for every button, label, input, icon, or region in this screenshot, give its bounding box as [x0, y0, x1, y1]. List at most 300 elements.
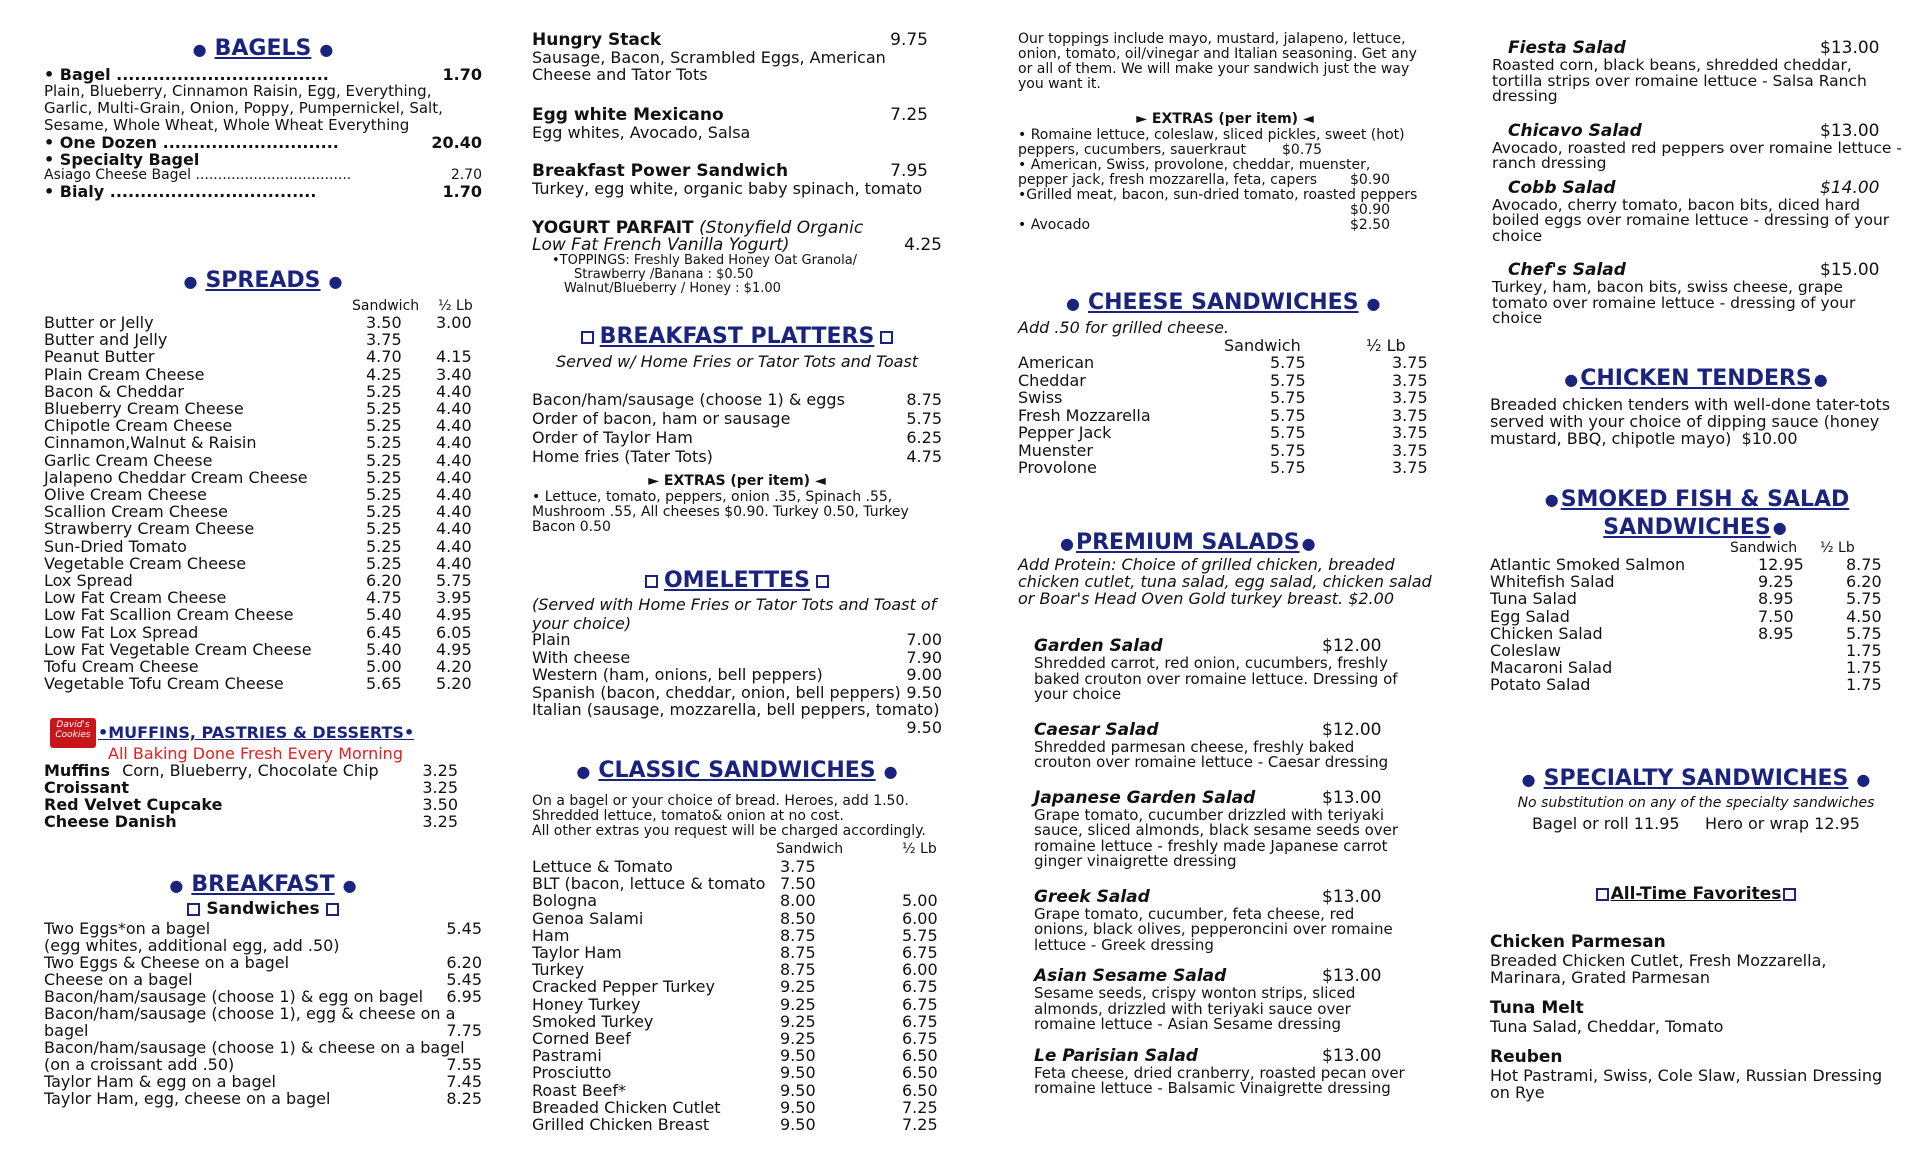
salad-price: $13.00	[1322, 886, 1382, 907]
item-name: Western (ham, onions, bell peppers)	[532, 665, 823, 684]
salad-item	[1034, 966, 1412, 1033]
menu-row	[44, 1039, 482, 1056]
item-price-half-lb	[436, 331, 482, 348]
item-name: • Specialty Bagel	[44, 150, 200, 169]
note-line: On a bagel or your choice of bread. Heroes, add 1.50.	[532, 793, 909, 809]
item-name: • One Dozen .............................	[44, 133, 339, 152]
bullet-icon: ●	[1813, 369, 1828, 389]
item-price: 5.45	[446, 919, 482, 938]
item-name: Low Fat Lox Spread	[44, 622, 199, 642]
menu-row	[44, 1022, 482, 1039]
table-row	[532, 1013, 942, 1030]
item-price-sandwich: 9.25	[780, 977, 816, 997]
item-price: 5.75	[906, 409, 942, 428]
item-name: Chicken Parmesan	[1490, 932, 1666, 952]
yogurt-parfait	[532, 220, 942, 296]
item-price-sandwich: 3.50	[366, 313, 402, 332]
spreads-title: SPREADS	[205, 268, 321, 293]
salad-desc: Avocado, cherry tomato, bacon bits, diced hard boiled eggs over romaine lettuce - dressing of your choice	[1492, 195, 1890, 245]
platters-heading	[532, 324, 942, 349]
item-price-half-lb: 6.50	[902, 1080, 938, 1100]
item-name: (egg whites, additional egg, add .50)	[44, 936, 340, 955]
item-name: Bacon/ham/sausage (choose 1) & eggs	[532, 390, 845, 409]
item-price-sandwich: 9.25	[780, 1011, 816, 1031]
item-name: Low Fat Cream Cheese	[44, 588, 227, 608]
item-price-sandwich: 9.50	[780, 1063, 816, 1083]
table-row	[1490, 573, 1902, 590]
item-name: • Bialy ..................................	[44, 182, 317, 201]
item-price-sandwich: 5.25	[366, 399, 402, 419]
item-price-half-lb: 1.75	[1846, 675, 1882, 695]
bagels-section	[44, 66, 482, 200]
hero-wrap-price: Hero or wrap 12.95	[1705, 814, 1860, 833]
item-price-half-lb: 8.75	[1846, 555, 1882, 574]
spreads-heading	[44, 268, 482, 293]
col-half-lb: ½ Lb	[1820, 540, 1855, 556]
smoked-title-2: SANDWICHES	[1603, 515, 1771, 540]
item-name: Bacon/ham/sausage (choose 1) & egg on bagel	[44, 987, 424, 1006]
square-icon	[326, 903, 339, 916]
square-icon	[816, 575, 829, 588]
item-price-sandwich: 5.65	[366, 674, 402, 694]
item-price: 7.90	[906, 647, 942, 667]
bullet-icon: ●	[192, 39, 207, 59]
item-price-half-lb: 6.75	[902, 994, 938, 1014]
item-price-sandwich: 9.50	[780, 1046, 816, 1066]
salad-name: Chef's Salad	[1508, 260, 1626, 280]
item-price-sandwich: 5.75	[1270, 423, 1306, 442]
item-name: Plain	[532, 630, 571, 649]
item-price	[465, 1039, 482, 1056]
table-row	[44, 331, 482, 348]
item-price-half-lb: 1.75	[1846, 641, 1882, 661]
table-row	[1018, 424, 1432, 442]
item-name: Scallion Cream Cheese	[44, 502, 229, 522]
item-price-half-lb: 6.75	[902, 943, 938, 963]
item-price-half-lb: 3.75	[1392, 440, 1428, 460]
square-icon	[1596, 888, 1609, 901]
item-name: • Bagel ...................................	[44, 65, 329, 84]
item-price-sandwich: 8.75	[780, 960, 816, 980]
extras-title: ► EXTRAS (per item) ◄	[648, 473, 826, 489]
table-row	[1490, 625, 1902, 642]
salad-heading	[1034, 720, 1412, 740]
item-price: 20.40	[431, 133, 482, 152]
item-price-sandwich: 5.40	[366, 605, 402, 625]
item-name: Genoa Salami	[532, 908, 644, 928]
item-price-half-lb: 4.40	[436, 433, 472, 453]
col-sandwich: Sandwich	[776, 841, 844, 857]
premium-note-price: $2.00	[1348, 589, 1394, 608]
item-price-half-lb	[902, 858, 942, 875]
square-icon	[187, 903, 200, 916]
salad-item	[1034, 1046, 1412, 1097]
item-price-half-lb: 3.95	[436, 588, 472, 608]
item-price: 7.25	[890, 105, 928, 125]
item-price-sandwich: 3.75	[366, 330, 402, 350]
item-name: Garlic Cream Cheese	[44, 450, 213, 470]
extras-line: pepper jack, fresh mozzarella, feta, capers	[1018, 172, 1318, 188]
item-name: Honey Turkey	[532, 994, 641, 1014]
omelettes-subtitle: (Served with Home Fries or Tator Tots and Toast of your choice)	[532, 595, 937, 633]
item-price-half-lb: 6.50	[902, 1063, 938, 1083]
salad-desc: Roasted corn, black beans, shredded cheddar, tortilla strips over romaine lettuce - Salsa Ranch dressing	[1492, 56, 1867, 105]
item-name: Bacon/ham/sausage (choose 1), egg & cheese on a	[44, 1004, 456, 1023]
menu-row	[532, 32, 942, 49]
item-price-half-lb: 5.20	[436, 674, 472, 694]
item-name: Breaded Chicken Cutlet	[532, 1097, 721, 1117]
item-price-sandwich: 8.50	[780, 908, 816, 928]
table-row	[532, 875, 942, 892]
breakfast-subtitle	[44, 899, 482, 919]
toppings-line: Walnut/Blueberry / Honey : $1.00	[564, 281, 781, 296]
menu-row	[532, 719, 942, 737]
item-name: Muffins	[44, 761, 111, 780]
bullet-icon: ●	[1366, 293, 1381, 313]
cheese-title: CHEESE SANDWICHES	[1087, 290, 1359, 315]
logo-text: David's Cookies	[55, 720, 91, 740]
item-desc: Sausage, Bacon, Scrambled Eggs, American Cheese and Tator Tots	[532, 48, 886, 84]
spreads-col-header	[44, 298, 482, 314]
specialty-heading	[1490, 766, 1902, 791]
item-name-wrap	[44, 796, 388, 813]
menu-row	[532, 163, 942, 180]
item-name: Macaroni Salad	[1490, 658, 1613, 678]
menu-row	[44, 1073, 482, 1090]
salad-price: $14.00	[1820, 177, 1880, 198]
item-desc: Tuna Salad, Cheddar, Tomato	[1490, 1017, 1724, 1036]
menu-row	[532, 701, 942, 719]
salad-heading	[1034, 1046, 1412, 1066]
bullet-icon: ●	[1564, 369, 1579, 389]
item-name: Taylor Ham & egg on a bagel	[44, 1072, 276, 1091]
classic-notes	[532, 794, 942, 839]
table-row	[1490, 608, 1902, 625]
item-name: American	[1018, 353, 1095, 372]
bagel-flavors: Plain, Blueberry, Cinnamon Raisin, Egg, Everything, Garlic, Multi-Grain, Onion, Poppy, Pumpernickel, Salt, Sesame, Whole Wheat, Whole Wheat Everything	[44, 82, 443, 134]
item-price: 7.55	[446, 1055, 482, 1074]
item-name: Potato Salad	[1490, 675, 1591, 695]
menu-row	[44, 796, 482, 813]
item-name: Two Eggs*on a bagel	[44, 919, 211, 938]
item-name: Egg white Mexicano	[532, 105, 724, 125]
menu-row	[532, 409, 942, 428]
specialty-note: No substitution on any of the specialty sandwiches	[1517, 795, 1875, 811]
item-price-sandwich: 9.25	[780, 1029, 816, 1049]
table-row	[532, 910, 942, 927]
menu-row	[532, 428, 942, 447]
breakfast-specials	[532, 32, 942, 219]
menu-row	[532, 631, 942, 649]
salad-price: $13.00	[1322, 787, 1382, 808]
salad-name: Greek Salad	[1034, 886, 1150, 907]
item-price: 6.25	[906, 428, 942, 447]
premium-note	[1018, 556, 1432, 607]
square-icon	[581, 331, 594, 344]
tenders-title: CHICKEN TENDERS	[1580, 366, 1812, 391]
item-price: 9.50	[906, 682, 942, 702]
platters-title: BREAKFAST PLATTERS	[599, 324, 875, 349]
item-name: Pastrami	[532, 1046, 602, 1066]
item-name: Order of Taylor Ham	[532, 428, 693, 447]
item-name: Bologna	[532, 891, 598, 911]
item-price-half-lb: 4.40	[436, 381, 472, 401]
item-name: Red Velvet Cupcake	[44, 795, 223, 814]
tenders-desc	[1490, 396, 1902, 447]
item-price-half-lb: 4.40	[436, 536, 472, 556]
item-name: Chicken Salad	[1490, 623, 1603, 643]
item-name: Blueberry Cream Cheese	[44, 399, 244, 419]
item-price-half-lb: 1.75	[1846, 658, 1882, 678]
item-price	[412, 937, 482, 954]
table-row	[44, 452, 482, 469]
item-name: Spanish (bacon, cheddar, onion, bell peppers)	[532, 682, 901, 702]
item-price-sandwich: 5.25	[366, 467, 402, 487]
item-price: 9.00	[906, 665, 942, 684]
table-row	[532, 1030, 942, 1047]
item-price-sandwich: 6.20	[366, 571, 402, 591]
menu-row	[532, 107, 942, 124]
item-price-half-lb: 3.40	[436, 364, 472, 384]
bagels-title: BAGELS	[214, 36, 312, 61]
bullet-icon: ●	[1066, 293, 1080, 313]
item-name: Hungry Stack	[532, 30, 662, 50]
table-row	[532, 892, 942, 909]
omelettes-heading	[532, 568, 942, 593]
item-price-sandwich: 5.75	[1270, 353, 1306, 372]
item-name: Italian (sausage, mozzarella, bell peppers, tomato)	[532, 700, 940, 719]
bullet-icon: ●	[1544, 490, 1559, 509]
menu-row	[1018, 218, 1432, 233]
item-name: Whitefish Salad	[1490, 572, 1615, 592]
item-price-half-lb: 3.75	[1392, 388, 1428, 407]
salad-item	[1492, 120, 1902, 172]
table-row	[1018, 372, 1432, 390]
item-price-sandwich: 12.95	[1758, 555, 1804, 574]
item-price-sandwich: 9.50	[780, 1080, 816, 1100]
table-row	[44, 675, 482, 692]
item-name: Olive Cream Cheese	[44, 485, 207, 505]
table-row	[1490, 642, 1902, 659]
item-name: bagel	[44, 1021, 89, 1040]
item-price-sandwich: 5.25	[366, 519, 402, 539]
platters-subtitle: Served w/ Home Fries or Tator Tots and Toast	[555, 352, 919, 371]
item-name: YOGURT PARFAIT	[532, 218, 694, 238]
menu-row	[44, 971, 482, 988]
salad-price: $13.00	[1820, 38, 1880, 58]
note-line: Shredded lettuce, tomato& onion at no cost.	[532, 808, 844, 824]
menu-row	[44, 762, 482, 779]
item-price-sandwich: 4.25	[366, 364, 402, 384]
premium-heading	[1018, 530, 1432, 555]
item-price	[455, 1005, 482, 1022]
breakfast-list	[44, 920, 482, 1107]
item-price-half-lb: 6.20	[1846, 572, 1882, 592]
item-name: Roast Beef*	[532, 1080, 626, 1100]
item-name: Strawberry Cream Cheese	[44, 519, 255, 539]
salad-heading	[1034, 636, 1412, 656]
item-name: Cheese Danish	[44, 812, 177, 831]
salad-item	[1492, 38, 1902, 105]
table-row	[532, 1116, 942, 1133]
extras-line: peppers, cucumbers, sauerkraut	[1018, 142, 1246, 158]
muffins-list	[44, 762, 482, 830]
item-price: 4.25	[904, 235, 942, 255]
item-price-half-lb: 6.00	[902, 908, 938, 928]
item-price-half-lb: 5.75	[902, 925, 938, 945]
menu-row	[532, 447, 942, 466]
table-row	[1018, 407, 1432, 425]
item-name: Provolone	[1018, 458, 1097, 477]
table-row	[532, 1099, 942, 1116]
spreads-list	[44, 314, 482, 692]
col-sandwich: Sandwich	[1224, 336, 1301, 355]
item-price-sandwich: 3.75	[780, 857, 816, 876]
table-row	[44, 469, 482, 486]
table-row	[532, 858, 942, 875]
salad-name: Chicavo Salad	[1508, 120, 1642, 141]
salad-name: Asian Sesame Salad	[1034, 966, 1227, 986]
favorites-list	[1490, 932, 1902, 1113]
table-row	[44, 434, 482, 451]
bullet-icon: ●	[576, 761, 591, 781]
item-name-wrap	[44, 813, 388, 830]
item-price-half-lb: 4.50	[1846, 606, 1882, 626]
menu-item	[532, 107, 942, 141]
item-name: Taylor Ham, egg, cheese on a bagel	[44, 1089, 331, 1108]
salad-name: Le Parisian Salad	[1034, 1045, 1198, 1066]
square-icon	[645, 575, 658, 588]
extras-line: •Grilled meat, bacon, sun-dried tomato, roasted peppers	[1018, 187, 1418, 203]
item-desc: (Stonyfield Organic Low Fat French Vanilla Yogurt)	[532, 218, 864, 255]
salad-heading	[1034, 966, 1412, 986]
item-price-sandwich: 5.25	[366, 450, 402, 470]
table-row	[44, 486, 482, 503]
item-price-half-lb: 4.95	[436, 639, 472, 659]
extras-line: • Romaine lettuce, coleslaw, sliced pickles, sweet (hot)	[1018, 127, 1405, 143]
column-4	[1490, 0, 1902, 1166]
menu-row	[44, 1056, 482, 1073]
item-name: Fresh Mozzarella	[1018, 405, 1151, 425]
extras-title: ► EXTRAS (per item) ◄	[1136, 111, 1314, 127]
item-price-sandwich: 8.95	[1758, 623, 1794, 643]
salad-item	[1034, 887, 1412, 954]
item-name: Jalapeno Cheddar Cream Cheese	[44, 467, 308, 487]
item-price-half-lb: 5.75	[1846, 589, 1882, 609]
item-price-sandwich: 4.70	[366, 347, 402, 367]
table-row	[1018, 389, 1432, 407]
salad-name: Cobb Salad	[1508, 177, 1616, 198]
table-row	[532, 944, 942, 961]
salad-price: $13.00	[1820, 120, 1880, 141]
item-name: Asiago Cheese Bagel ...................................	[44, 167, 352, 183]
item-price-sandwich: 8.95	[1758, 589, 1794, 609]
bullet-icon: ●	[1772, 518, 1787, 537]
item-price-half-lb: 7.25	[902, 1115, 938, 1135]
salad-heading	[1034, 788, 1412, 808]
item-price-half-lb: 4.40	[436, 519, 472, 539]
tenders-desc-text: Breaded chicken tenders with well-done tater-tots served with your choice of dipping sauce (honey mustard, BBQ, chipotle mayo)	[1490, 395, 1891, 448]
smoked-title-1: SMOKED FISH & SALAD	[1560, 487, 1850, 512]
item-name: Plain Cream Cheese	[44, 364, 205, 384]
menu-row	[1018, 203, 1432, 218]
muffins-title: MUFFINS, PASTRIES & DESSERTS	[108, 723, 404, 742]
column-2	[532, 0, 942, 1166]
item-price-sandwich: 7.50	[780, 874, 816, 894]
toppings-line: Strawberry /Banana : $0.50	[574, 267, 754, 282]
item-price-sandwich: 5.75	[1270, 370, 1306, 390]
salad-heading	[1508, 121, 1902, 141]
cheese-heading	[1018, 290, 1432, 315]
salad-desc: Shredded parmesan cheese, freshly baked crouton over romaine lettuce - Caesar dressing	[1034, 737, 1389, 771]
salad-item	[1034, 636, 1412, 703]
item-name	[532, 719, 872, 737]
item-price: 4.75	[906, 447, 942, 466]
table-row	[44, 348, 482, 365]
item-price-sandwich: 5.25	[366, 433, 402, 453]
note-line: All other extras you request will be charged accordingly.	[532, 823, 926, 839]
table-row	[532, 961, 942, 978]
item-price-half-lb: 3.75	[1392, 405, 1428, 425]
item-price: 6.20	[446, 953, 482, 972]
item-name: Grilled Chicken Breast	[532, 1115, 710, 1135]
square-icon	[1783, 888, 1796, 901]
table-row	[1018, 459, 1432, 477]
item-price-sandwich	[1758, 642, 1846, 659]
item-name: Peanut Butter	[44, 347, 155, 367]
menu-row	[44, 813, 482, 830]
menu-row	[44, 988, 482, 1005]
item-price-sandwich: 4.75	[366, 588, 402, 608]
davids-cookies-logo	[50, 718, 96, 748]
salad-desc: Shredded carrot, red onion, cucumbers, freshly baked crouton over romaine lettuce. Dressing of your choice	[1034, 654, 1398, 703]
item-price: 8.25	[446, 1089, 482, 1108]
salad-price: $13.00	[1322, 966, 1382, 986]
item-name: Cheese on a bagel	[44, 970, 193, 989]
bullet-icon: ●	[883, 761, 898, 781]
cheese-note: Add .50 for grilled cheese.	[1018, 318, 1230, 337]
salad-heading	[1508, 260, 1902, 280]
item-price: 3.25	[422, 761, 458, 780]
toppings-note: Our toppings include mayo, mustard, jalapeno, lettuce, onion, tomato, oil/vinegar and Italian seasoning. Get any or all of them. We will make your sandwich just the way you want it.	[1018, 31, 1417, 92]
bullet-icon: ●	[319, 39, 334, 59]
table-row	[44, 572, 482, 589]
table-row	[44, 366, 482, 383]
item-name: Lettuce & Tomato	[532, 857, 673, 876]
table-row	[44, 589, 482, 606]
item-price: 2.70	[450, 167, 482, 183]
item-name-wrap	[44, 779, 388, 796]
item-price: 9.75	[890, 30, 928, 50]
item-price-sandwich: 5.75	[1270, 405, 1306, 425]
item-price: 5.45	[446, 970, 482, 989]
item-name: Ham	[532, 925, 570, 945]
col-sandwich: Sandwich	[352, 298, 420, 314]
item-price-sandwich: 6.45	[366, 622, 402, 642]
item-price-sandwich: 5.25	[366, 381, 402, 401]
item-name: Cinnamon,Walnut & Raisin	[44, 433, 257, 453]
item-price-half-lb: 5.75	[436, 571, 472, 591]
column-3	[1018, 0, 1432, 1166]
item-name: Lox Spread	[44, 571, 133, 591]
item-name: Low Fat Vegetable Cream Cheese	[44, 639, 312, 659]
favorites-title: All-Time Favorites	[1610, 884, 1782, 904]
menu-row	[1018, 143, 1432, 158]
salad-price: $15.00	[1820, 260, 1880, 280]
platters-list	[532, 390, 942, 466]
breakfast-heading	[44, 872, 482, 897]
item-price-sandwich: 5.25	[366, 485, 402, 505]
